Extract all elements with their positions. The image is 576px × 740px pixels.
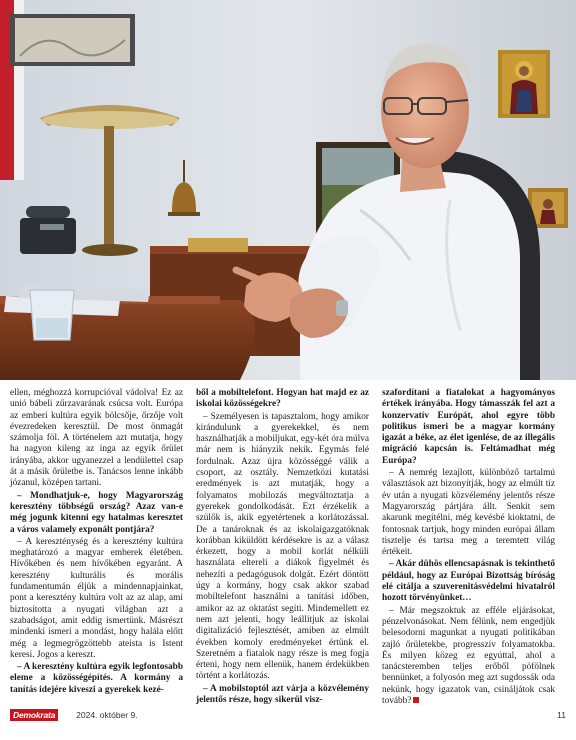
question-paragraph: ből a mobiltelefont. Hogyan hat majd ez az iskolai közösségekre?: [196, 388, 369, 410]
answer-paragraph: – Személyesen is tapasztalom, hogy amikor kirándulunk a gyerekekkel, és nem használhatják a mobiljukat, egy-két óra múlva már nem is hiányzik nekik. Egymás felé fordulnak. Azaz újra közösséggé válik a csoport, az osztály. Nemzetközi kutatási eredmények is azt mutatják, hogy a folyamatos mobilozás megváltoztatja a gyerekek gondolkodását. Ezt érzékelik a szülők is, akik egyetértenek a korlátozással. De a tanároknak és az iskolaigazgatóknak korábban kiküldött kérdésekre is az a válasz érkezett, hogy a mobil korlát nélküli használata elterelí a diákok figyelmét és nehezíti a pedagógusok dolgát. Ezért döntött úgy a kormány, hogy csak akkor szabad mobiltelefont használni a tanítási időben, amikor az az oktatást segíti. Mindemellett ez nem azt jelenti, hogy leállítjuk az iskolai digitalizáció fejlesztését, amiben az elmúlt években komoly eredményeket értünk el. Szeretném a fiatalok nagy része is meg fogja érteni, hogy nem ellenük, hanem érdekükben történt a korlátozás.: [196, 411, 369, 682]
answer-paragraph: – Már megszoktuk az efféle eljárásokat, pénzelvonásokat. Nem félünk, nem engedjük belesodorni magunkat a nyugati politikában zajló őrületekbe, progresszív folyamatokba. És milyen közeg ez egyúttal, ahol a tanácsteremben teljes erőből pöfölnek bennünket, a folyosón meg azt sugdossák oda nekünk, hogy igazatok van, csináljátok csak tovább?: [382, 605, 555, 707]
page-footer: [10, 708, 566, 722]
question-paragraph: – Akár dühös ellencsapásnak is tekinthető például, hogy az Európai Bizottság bíróság elé citálja a szuverenitásvédelmi hivatalról hozott törvényünket…: [382, 559, 555, 604]
question-paragraph: szafordítani a fiatalokat a hagyományos értékek irányába. Hogy támasszák fel azt a konzervatív Európát, ahol egyre több politikus ismeri be a magyar kormány igazát a béke, az élet igenlése, de az illegális migráció kapcsán is. Feltámadhat még Európa?: [382, 388, 555, 466]
answer-paragraph: ellen, méghozzá korrupcióval vádolva! Ez az unió bábeli zűrzavarának csúcsa volt. Európa az emberi kultúra egyik bölcsője, őrzője volt évezredeken keresztül. De most önmagát számolja föl. A történelem azt mutatja, hogy ha nagyon kileng az inga az egyik őrület irányába, akkor ugyanezzel a lendülettel csap át a másik őrületbe is. Tanácsos lenne inkább józanul, középen tartani.: [10, 388, 183, 489]
telephone: [20, 206, 76, 254]
text-column-1: [10, 388, 183, 697]
text-column-2: [196, 388, 369, 707]
answer-paragraph: – A kereszténység és a keresztény kultúra meghatározó a magyar emberek életében. Hívőkében és nem hívőkében egyaránt. A keresztény kulturális és morális fundamentumán éljük a mindennapjainkat, pont a keresztény kultúra volt az az alap, ami biztosította a nyugati világban azt a szabadságot, amit eddig ismertünk. Másrészt mindenki ismeri a mondást, hogy halála előtt még a legmegrögzöttebb ateista is Istent keresi. Jogos a kereszt.: [10, 536, 183, 660]
question-paragraph: – A mobilstoptól azt várja a közvélemény jelentős része, hogy sikerül visz-: [196, 683, 369, 706]
page-number: 11: [557, 710, 566, 720]
issue-date: 2024. október 9.: [76, 710, 138, 720]
framed-picture-left: [10, 14, 135, 66]
water-glass: [30, 290, 74, 340]
answer-paragraph: – A nemrég lezajlott, különböző tartalmú választások azt bizonyítják, hogy az elmúlt tíz év után a nyugati közvélemény jelentős része Magyarország pártjára állt. Senkit sem akarunk megítélni, még kevésbé kioktatni, de fontosnak tartjuk, hogy minden európai állam tisztelje és tartsa meg a teremtett világ értékeit.: [382, 468, 555, 558]
question-paragraph: – A keresztény kultúra egyik legfontosabb eleme a közösségépítés. A kormány a tanítás idejére kiveszi a gyerekek kezé-: [10, 662, 183, 695]
question-paragraph: – Mondhatjuk-e, hogy Magyarország keresztény többségű ország? Azaz van-e még jogunk kitenni egy hatalmas keresztet a város valamely exponált pontjára?: [10, 490, 183, 535]
publication-logo: Demokrata: [10, 709, 58, 721]
end-of-article-mark: [413, 697, 419, 703]
text-column-3: [382, 388, 555, 708]
icon-painting: [498, 50, 550, 118]
